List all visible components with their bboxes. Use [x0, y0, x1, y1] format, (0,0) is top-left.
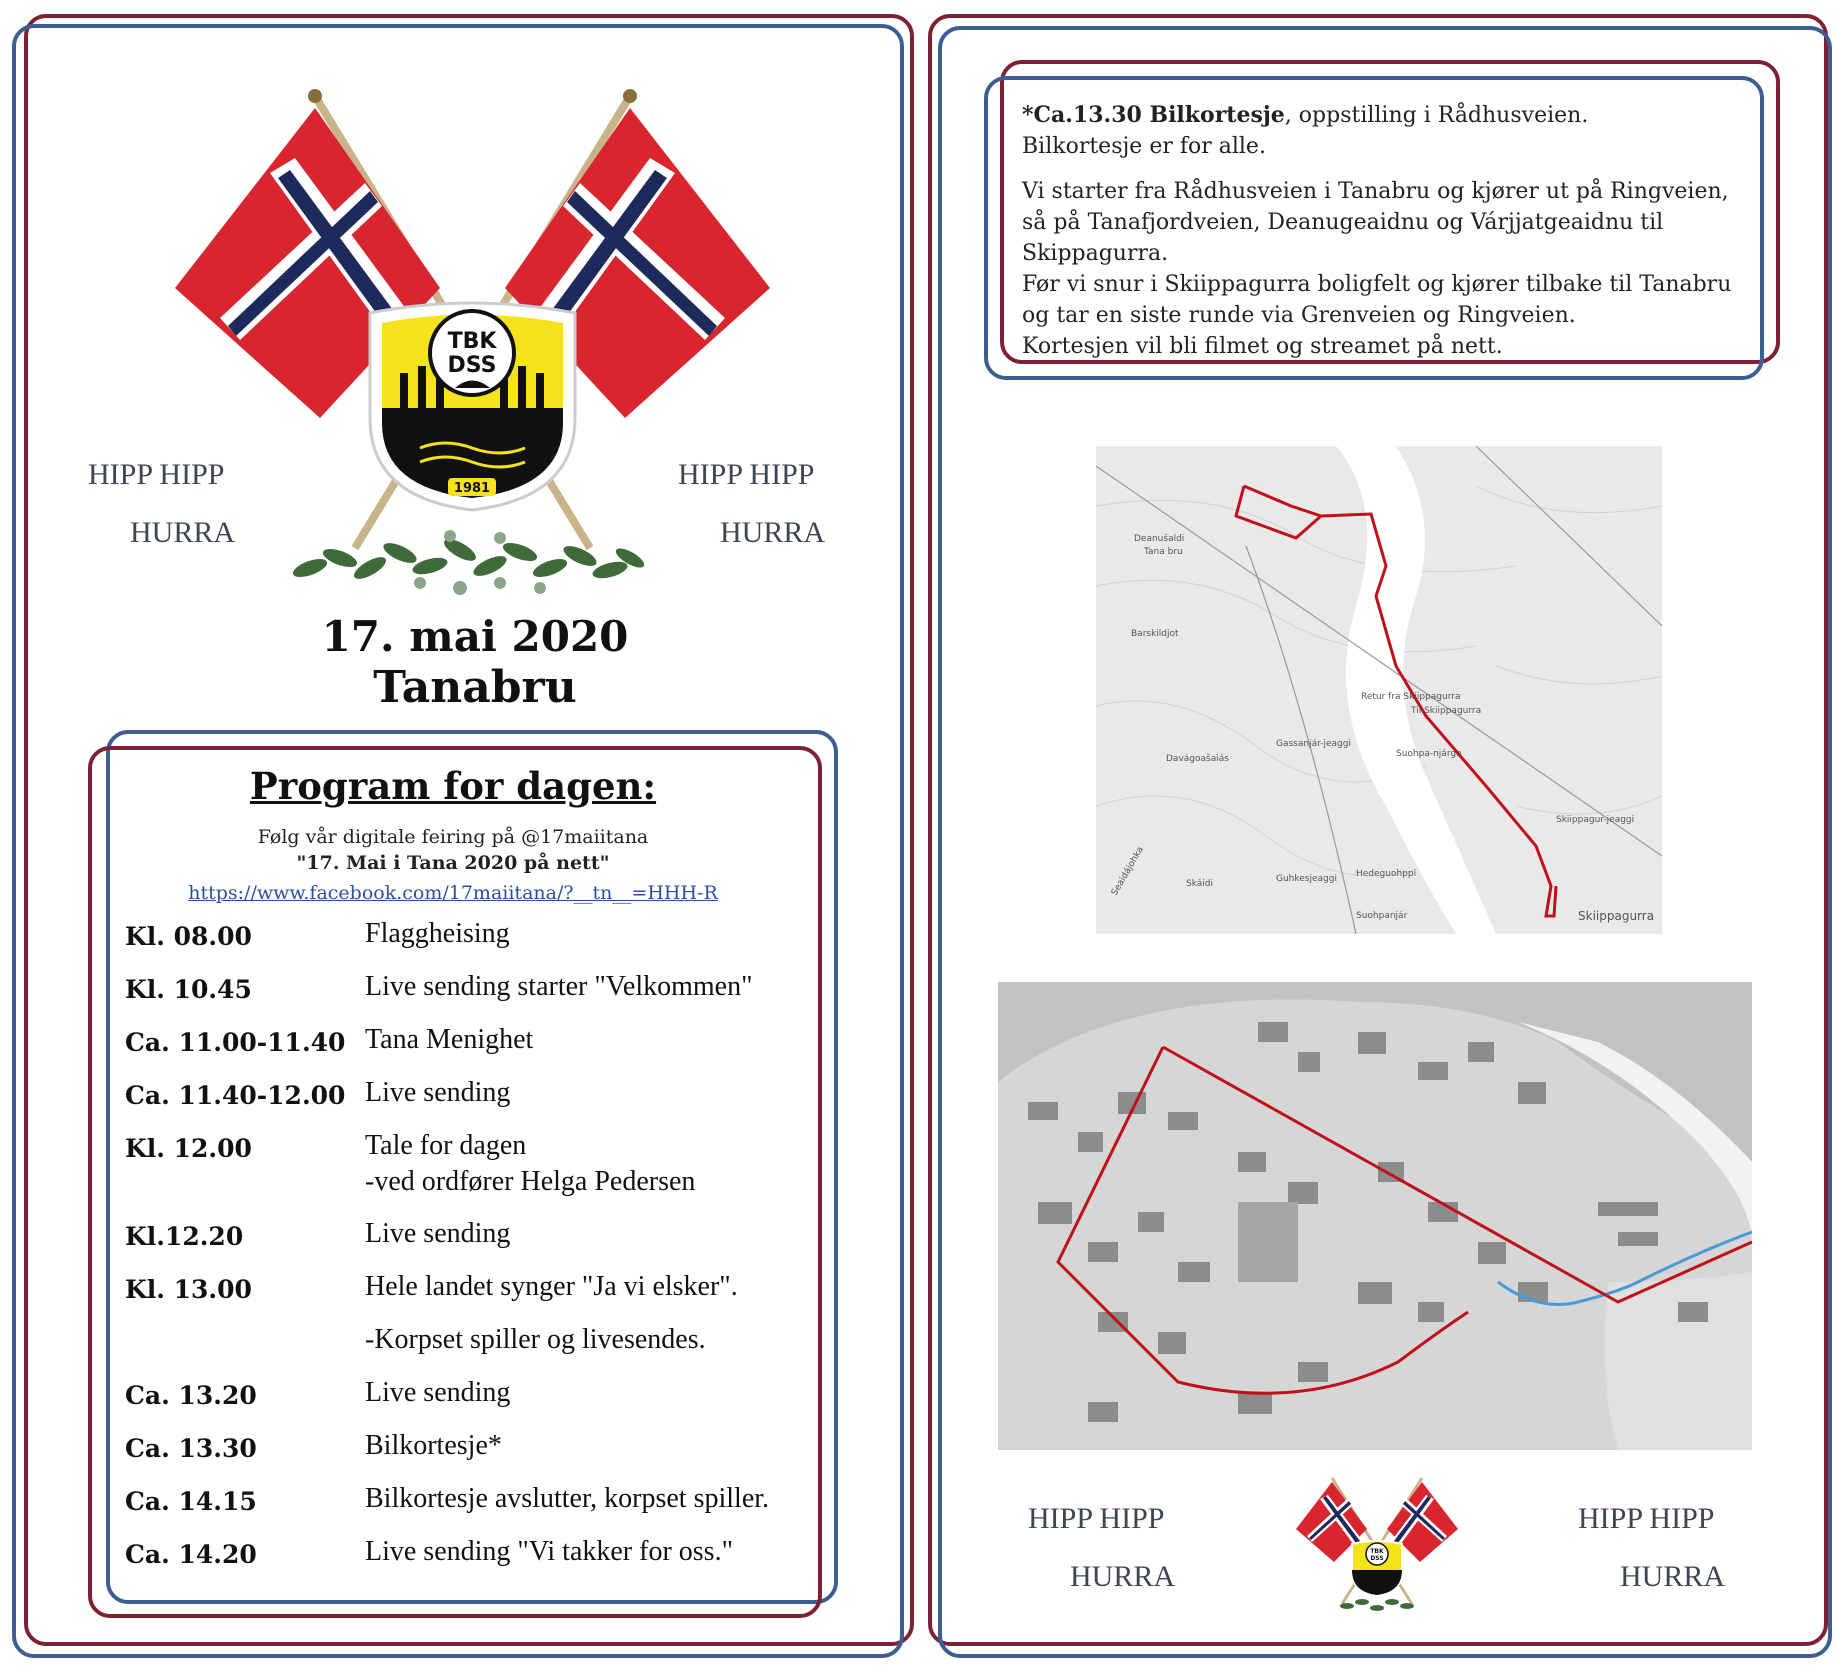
cheer-right-panel-right-line2: HURRA [1620, 1560, 1726, 1593]
map-label: Gassanjár-jeaggi [1276, 739, 1351, 749]
motorcade-info [1022, 100, 1762, 376]
map-label: Skiippagur-jeaggi [1556, 815, 1635, 825]
program-link-wrap [88, 882, 818, 904]
map-label: Tana bru [1144, 547, 1183, 557]
program-desc: Live sending starter "Velkommen" [365, 971, 753, 1002]
program-desc: Live sending [365, 1377, 511, 1408]
map-label: Suohpa-njárga [1396, 749, 1462, 759]
program-time: Ca. 14.15 [125, 1487, 257, 1516]
cheer-left-line1: HIPP HIPP [88, 458, 225, 491]
program-time: Kl. 08.00 [125, 922, 252, 951]
map-label: Barskildjot [1131, 629, 1179, 639]
crest-text-tbk: TBK [447, 329, 497, 354]
crest-text-dss: DSS [447, 353, 497, 378]
program-desc: Bilkortesje avslutter, korpset spiller. [365, 1483, 770, 1514]
route-line: så på Tanafjordveien, Deanugeaidnu og Várjjatgeaidnu til Skippagurra. [1022, 210, 1664, 266]
map-label: Skiippagurra [1578, 909, 1655, 923]
cheer-right-line2: HURRA [720, 516, 826, 549]
program-time: Kl. 10.45 [125, 975, 252, 1004]
program-time: Ca. 13.30 [125, 1434, 257, 1463]
program-follow-text: Følg vår digitale feiring på @17maiitana [257, 826, 649, 848]
program-time: Ca. 13.20 [125, 1381, 257, 1410]
cheer-right-panel-left-line2: HURRA [1070, 1560, 1176, 1593]
cheer-left-line2: HURRA [130, 516, 236, 549]
event-date: 17. mai 2020 [321, 612, 629, 661]
small-crest-text-tbk: TBK [1370, 1548, 1384, 1555]
cheer-right-line1: HIPP HIPP [678, 458, 815, 491]
program-time: Ca. 11.40-12.00 [125, 1081, 346, 1110]
program-time: Ca. 11.00-11.40 [125, 1028, 346, 1057]
program-desc: Live sending "Vi takker for oss." [365, 1536, 733, 1567]
cheer-right-panel-right-line1: HIPP HIPP [1578, 1502, 1715, 1535]
map-label: Til Skiippagurra [1411, 706, 1482, 716]
map-label: Seaidájohka [1109, 845, 1146, 898]
map-label: Suohpanjár [1356, 911, 1408, 921]
small-flags-crest-icon [1292, 1474, 1462, 1624]
program-desc: Tana Menighet [365, 1024, 534, 1055]
map-label: Hedeguohppi [1356, 869, 1417, 879]
map-label: Skáidi [1186, 879, 1213, 889]
map-label: Davágoašaiás [1166, 754, 1229, 764]
town-detail-map[interactable] [998, 982, 1752, 1450]
program-desc: Flaggheising [365, 918, 510, 949]
route-overview-map[interactable] [1096, 446, 1662, 934]
flags-crest-illustration [160, 88, 800, 628]
small-crest-text-dss: DSS [1370, 1555, 1384, 1562]
event-place: Tanabru [373, 662, 577, 713]
program-heading: Program for dagen: [249, 764, 657, 808]
map-label: Retur fra Skiippagurra [1361, 692, 1461, 702]
program-time: Ca. 14.20 [125, 1540, 257, 1569]
program-event-title: "17. Mai i Tana 2020 på nett" [296, 852, 610, 874]
sports-field [1238, 1202, 1298, 1282]
program-time: Kl. 12.00 [125, 1134, 252, 1163]
program-desc: Live sending [365, 1077, 511, 1108]
crest-year: 1981 [453, 481, 491, 496]
route-line: Vi starter fra Rådhusveien i Tanabru og kjører ut på Ringveien, [1022, 179, 1729, 204]
program-desc: Tale for dagen [365, 1130, 527, 1161]
motorcade-lead-bold: *Ca.13.30 Bilkortesje [1022, 102, 1285, 128]
program-desc: Live sending [365, 1218, 511, 1249]
program-desc: Bilkortesje* [365, 1430, 502, 1461]
greenery-wreath-icon [291, 530, 647, 595]
route-line: og tar en siste runde via Grenveien og Ringveien. [1022, 303, 1576, 328]
cheer-right-panel-left-line1: HIPP HIPP [1028, 1502, 1165, 1535]
program-desc: Hele landet synger "Ja vi elsker". [365, 1271, 738, 1302]
route-line: Kortesjen vil bli filmet og streamet på nett. [1022, 334, 1503, 359]
motorcade-line2: Bilkortesje er for alle. [1022, 134, 1266, 159]
program-desc: -Korpset spiller og livesendes. [365, 1324, 706, 1355]
map-label: Guhkesjeaggi [1276, 874, 1337, 884]
route-line: Før vi snur i Skiippagurra boligfelt og kjører tilbake til Tanabru [1022, 272, 1732, 297]
facebook-link[interactable]: https://www.facebook.com/17maiitana/?__tn__=HHH-R [188, 882, 718, 904]
program-time: Kl.12.20 [125, 1222, 244, 1251]
motorcade-lead-rest: , oppstilling i Rådhusveien. [1284, 103, 1589, 128]
program-time: Kl. 13.00 [125, 1275, 252, 1304]
program-desc-secondary: -ved ordfører Helga Pedersen [365, 1166, 696, 1197]
map-label: Deanušaldi [1134, 534, 1185, 544]
